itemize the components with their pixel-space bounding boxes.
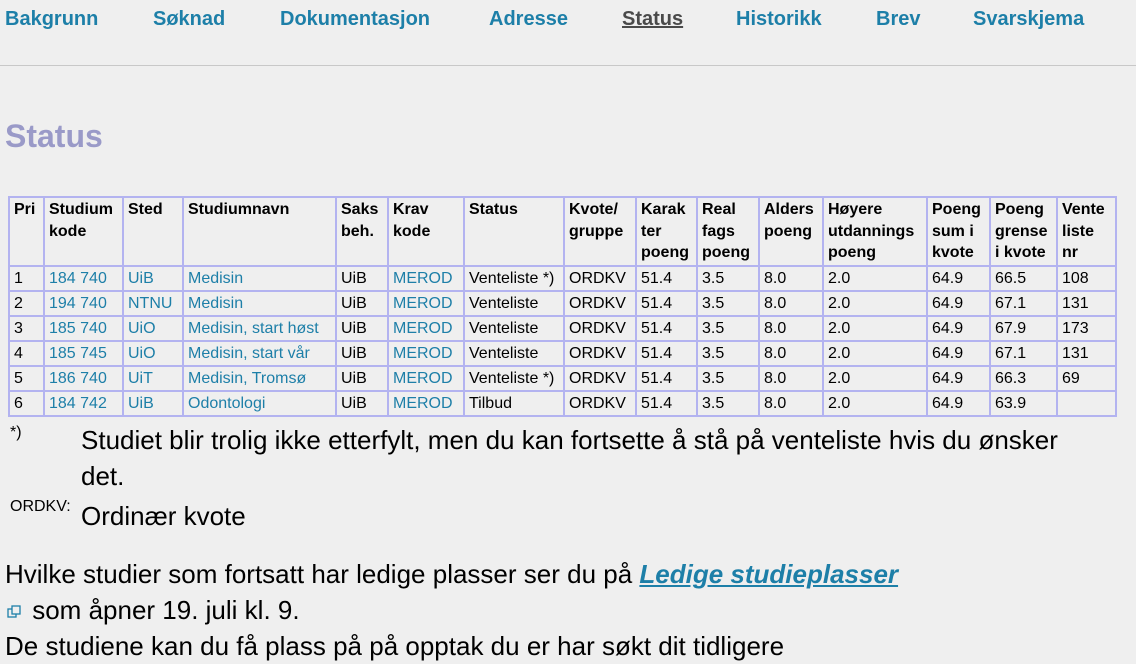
cell-venteliste-nr [1057,391,1116,416]
sted-link[interactable]: UiT [123,366,183,391]
header-hoyere-utdanningspoeng: Høyere utdannings poeng [823,197,927,266]
header-pri: Pri [9,197,44,266]
studium-kode-link[interactable]: 194 740 [44,291,123,316]
cell-hoyere-utdanningspoeng: 2.0 [823,391,927,416]
cell-pri: 2 [9,291,44,316]
cell-status: Venteliste *) [464,266,564,291]
cell-pri: 5 [9,366,44,391]
studiumnavn-link[interactable]: Medisin [183,266,336,291]
header-krav-kode: Krav kode [388,197,464,266]
studium-kode-link[interactable]: 184 742 [44,391,123,416]
cell-poengsum: 64.9 [927,266,990,291]
sted-link[interactable]: UiB [123,266,183,291]
studiumnavn-link[interactable]: Odontologi [183,391,336,416]
cell-poenggrense: 67.1 [990,291,1057,316]
tab-dokumentasjon[interactable]: Dokumentasjon [280,8,431,30]
cell-karakterpoeng: 51.4 [636,316,697,341]
cell-realfagspoeng: 3.5 [697,341,759,366]
cell-saksbeh: UiB [336,291,388,316]
header-poengsum: Poeng sum i kvote [927,197,990,266]
header-kvote-gruppe: Kvote/ gruppe [564,197,636,266]
status-table [8,196,1117,417]
krav-kode-link[interactable]: MEROD [388,391,464,416]
sted-link[interactable]: UiO [123,341,183,366]
table-row [9,341,1116,366]
tab-svarskjema[interactable]: Svarskjema [973,8,1085,30]
cell-venteliste-nr: 108 [1057,266,1116,291]
krav-kode-link[interactable]: MEROD [388,316,464,341]
cell-poenggrense: 67.1 [990,341,1057,366]
cell-status: Venteliste [464,341,564,366]
tab-adresse[interactable]: Adresse [489,8,568,30]
table-row [9,291,1116,316]
table-row [9,366,1116,391]
cell-hoyere-utdanningspoeng: 2.0 [823,266,927,291]
header-studium-kode: Studium kode [44,197,123,266]
cell-alderspoeng: 8.0 [759,291,823,316]
info-text-after: som åpner 19. juli kl. 9. [25,595,300,625]
cell-poenggrense: 66.5 [990,266,1057,291]
cell-kvote: ORDKV [564,266,636,291]
cell-status: Venteliste [464,291,564,316]
table-row [9,316,1116,341]
cell-saksbeh: UiB [336,266,388,291]
cell-saksbeh: UiB [336,316,388,341]
cell-karakterpoeng: 51.4 [636,391,697,416]
table-row [9,266,1116,291]
cell-realfagspoeng: 3.5 [697,266,759,291]
cell-poenggrense: 66.3 [990,366,1057,391]
cell-alderspoeng: 8.0 [759,391,823,416]
page-title: Status [5,118,103,154]
cell-poengsum: 64.9 [927,391,990,416]
header-realfagspoeng: Real fags poeng [697,197,759,266]
krav-kode-link[interactable]: MEROD [388,366,464,391]
cell-poenggrense: 67.9 [990,316,1057,341]
cell-realfagspoeng: 3.5 [697,316,759,341]
tab-soknad[interactable]: Søknad [153,8,226,30]
cell-poenggrense: 63.9 [990,391,1057,416]
krav-kode-link[interactable]: MEROD [388,341,464,366]
cell-venteliste-nr: 69 [1057,366,1116,391]
footnote-mark-asterisk: *) [10,424,22,441]
cell-alderspoeng: 8.0 [759,266,823,291]
cell-kvote: ORDKV [564,391,636,416]
cell-saksbeh: UiB [336,391,388,416]
cell-alderspoeng: 8.0 [759,341,823,366]
cell-hoyere-utdanningspoeng: 2.0 [823,366,927,391]
footnote-text-ordkv: Ordinær kvote [81,501,246,531]
cell-status: Venteliste *) [464,366,564,391]
sted-link[interactable]: UiO [123,316,183,341]
header-venteliste-nr: Vente liste nr [1057,197,1116,266]
header-poenggrense: Poeng grense i kvote [990,197,1057,266]
studiumnavn-link[interactable]: Medisin [183,291,336,316]
tab-historikk[interactable]: Historikk [736,8,822,30]
table-header-row [9,197,1116,266]
cell-karakterpoeng: 51.4 [636,291,697,316]
cell-hoyere-utdanningspoeng: 2.0 [823,291,927,316]
cell-hoyere-utdanningspoeng: 2.0 [823,316,927,341]
footnote-text-asterisk: Studiet blir trolig ikke etterfylt, men du kan fortsette å stå på venteliste hvis du ønsker det. [81,425,1058,491]
info-paragraph [5,556,905,664]
header-saksbeh: Saks beh. [336,197,388,266]
sted-link[interactable]: NTNU [123,291,183,316]
cell-pri: 6 [9,391,44,416]
header-alderspoeng: Alders poeng [759,197,823,266]
cell-alderspoeng: 8.0 [759,316,823,341]
tab-bar [0,0,1136,66]
tab-brev[interactable]: Brev [876,8,921,30]
cell-kvote: ORDKV [564,291,636,316]
header-status: Status [464,197,564,266]
studium-kode-link[interactable]: 184 740 [44,266,123,291]
studium-kode-link[interactable]: 185 745 [44,341,123,366]
cell-poengsum: 64.9 [927,291,990,316]
ledige-studieplasser-link[interactable]: Ledige studieplasser [639,559,899,589]
studiumnavn-link[interactable]: Medisin, start vår [183,341,336,366]
cell-realfagspoeng: 3.5 [697,291,759,316]
cell-poengsum: 64.9 [927,341,990,366]
header-karakterpoeng: Karak ter poeng [636,197,697,266]
cell-karakterpoeng: 51.4 [636,366,697,391]
header-studiumnavn: Studiumnavn [183,197,336,266]
studium-kode-link[interactable]: 186 740 [44,366,123,391]
info-text-cut: De studiene kan du få plass på på opptak du er har søkt dit tidligere [5,631,785,661]
cell-pri: 1 [9,266,44,291]
cell-kvote: ORDKV [564,316,636,341]
studiumnavn-link[interactable]: Medisin, Tromsø [183,366,336,391]
tab-bakgrunn[interactable]: Bakgrunn [5,8,99,30]
cell-saksbeh: UiB [336,341,388,366]
cell-status: Venteliste [464,316,564,341]
cell-realfagspoeng: 3.5 [697,391,759,416]
cell-pri: 4 [9,341,44,366]
cell-venteliste-nr: 173 [1057,316,1116,341]
cell-venteliste-nr: 131 [1057,341,1116,366]
cell-karakterpoeng: 51.4 [636,266,697,291]
table-row [9,391,1116,416]
external-link-icon [7,605,21,619]
sted-link[interactable]: UiB [123,391,183,416]
cell-poengsum: 64.9 [927,366,990,391]
studium-kode-link[interactable]: 185 740 [44,316,123,341]
cell-poengsum: 64.9 [927,316,990,341]
cell-status: Tilbud [464,391,564,416]
cell-realfagspoeng: 3.5 [697,366,759,391]
info-text-before: Hvilke studier som fortsatt har ledige plasser ser du på [5,559,640,589]
studiumnavn-link[interactable]: Medisin, start høst [183,316,336,341]
cell-kvote: ORDKV [564,366,636,391]
cell-hoyere-utdanningspoeng: 2.0 [823,341,927,366]
footnote-mark-ordkv: ORDKV: [10,498,71,515]
cell-saksbeh: UiB [336,366,388,391]
cell-alderspoeng: 8.0 [759,366,823,391]
cell-karakterpoeng: 51.4 [636,341,697,366]
krav-kode-link[interactable]: MEROD [388,266,464,291]
cell-kvote: ORDKV [564,341,636,366]
cell-venteliste-nr: 131 [1057,291,1116,316]
header-sted: Sted [123,197,183,266]
tab-status[interactable]: Status [622,8,684,30]
cell-pri: 3 [9,316,44,341]
krav-kode-link[interactable]: MEROD [388,291,464,316]
